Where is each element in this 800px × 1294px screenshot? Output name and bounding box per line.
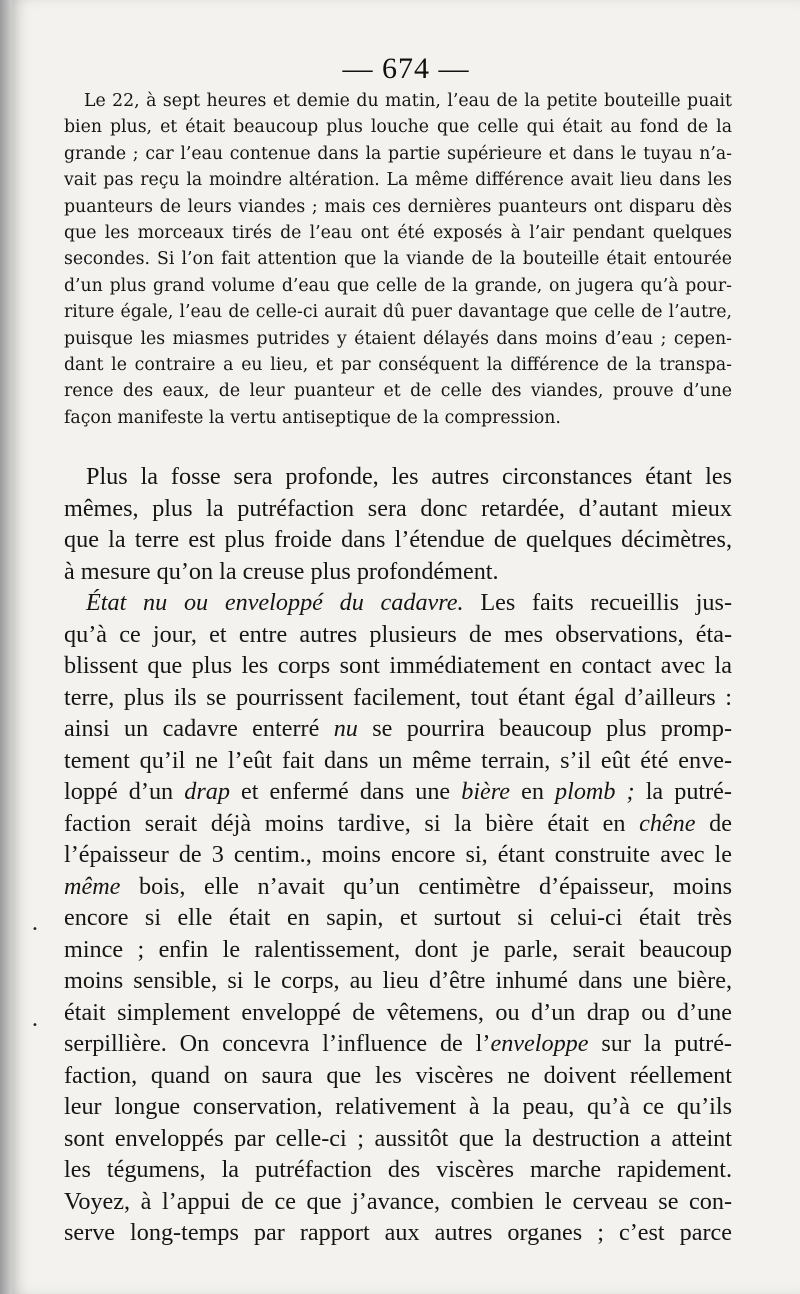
text-line: vait pas reçu la moindre altération. La même différence avait lieu dans les [64, 170, 732, 191]
text-run: serpillière. On concevra l’influence de l’ [64, 1030, 491, 1057]
text-line: que les morceaux tirés de l’eau ont été exposés à l’air pendant quelques [64, 223, 732, 244]
text-line: Voyez, à l’appui de ce que j’avance, combien le cerveau se con- [64, 1187, 732, 1215]
text-line: sont enveloppés par celle-ci ; aussitôt que la destruction a atteint [64, 1124, 732, 1152]
section-heading-italic: État nu ou enveloppé du cadavre. [86, 589, 464, 616]
text-line [64, 808, 732, 840]
text-line: puisque les miasmes putrides y étaient délayés dans moins d’eau ; cepen- [64, 328, 732, 349]
ink-speck: • [32, 1020, 38, 1031]
emphasis: enveloppe [490, 1030, 589, 1057]
paragraph-experiment [64, 88, 732, 431]
text-run: sur la putré- [588, 1030, 732, 1057]
ink-speck: • [32, 924, 38, 935]
text-line: puanteurs de leurs viandes ; mais ces dernières puanteurs ont disparu dès [64, 196, 732, 217]
text-line: faction, quand on saura que les viscères ne doivent réellement [64, 1061, 732, 1089]
text-line: mince ; enfin le ralentissement, dont je parle, serait beaucoup [64, 935, 732, 963]
emphasis: drap [184, 778, 230, 805]
text-line: mêmes, plus la putréfaction sera donc retardée, d’autant mieux [64, 494, 732, 522]
emphasis: plomb ; [555, 778, 635, 805]
text-line: Plus la fosse sera profonde, les autres circonstances étant les [86, 463, 732, 490]
text-run: de [695, 809, 732, 837]
emphasis: chêne [639, 809, 696, 837]
text-line: Le 22, à sept heures et demie du matin, l’eau de la petite bouteille puait [84, 91, 732, 111]
page-number: — 674 — [342, 52, 470, 85]
text-line [64, 1028, 732, 1060]
text-run: bois, elle n’avait qu’un centimètre d’épaisseur, moins [120, 872, 732, 900]
text-line: riture égale, l’eau de celle-ci aurait dû puer davantage que celle de l’autre, [64, 302, 732, 323]
text-line: d’un plus grand volume d’eau que celle de la grande, on jugera qu’à pour- [64, 275, 732, 296]
text-line: secondes. Si l’on fait attention que la viande de la bouteille était entourée [64, 249, 732, 270]
emphasis: même [64, 872, 121, 900]
emphasis: nu [333, 715, 358, 742]
text-line [64, 713, 732, 745]
book-page [12, 0, 800, 1294]
text-line: l’épaisseur de 3 centim., moins encore si, étant construite avec le [64, 841, 732, 868]
text-run: loppé d’un [64, 778, 185, 805]
text-line: encore si elle était en sapin, et surtout si celui-ci était très [64, 904, 732, 931]
text-line: serve long-temps par rapport aux autres organes ; c’est parce [64, 1219, 732, 1246]
text-line: dant le contraire a eu lieu, et par conséquent la différence de la transpa- [64, 355, 732, 376]
text-run: faction serait déjà moins tardive, si la bière était en [64, 809, 640, 837]
text-line: moins sensible, si le corps, au lieu d’être inhumé dans une bière, [64, 967, 732, 994]
text-line: qu’à ce jour, et entre autres plusieurs de mes observations, éta- [64, 620, 732, 648]
text-line: grande ; car l’eau contenue dans la partie supérieure et dans le tuyau n’a- [64, 143, 732, 164]
text-line [64, 776, 732, 808]
text-line [64, 587, 732, 619]
text-run: Les faits recueillis jus- [463, 589, 732, 616]
text-line: était simplement enveloppé de vêtemens, ou d’un drap ou d’une [64, 998, 732, 1026]
text-run: ainsi un cadavre enterré [64, 715, 334, 742]
paragraph-main [64, 461, 732, 1249]
text-line: façon manifeste la vertu antiseptique de la compression. [64, 407, 561, 428]
text-line: que la terre est plus froide dans l’étendue de quelques décimètres, [64, 526, 732, 553]
emphasis: bière [461, 778, 511, 805]
text-run: se pourrira beaucoup plus promp- [357, 715, 732, 742]
text-line: rence des eaux, de leur puanteur et de celle des viandes, prouve d’une [64, 381, 732, 402]
text-run: et enfermé dans une [229, 778, 462, 805]
text-line: tement qu’il ne l’eût fait dans un même terrain, s’il eût été enve- [64, 746, 732, 774]
text-run: la putré- [634, 778, 732, 805]
text-line: terre, plus ils se pourrissent facilement, tout étant égal d’ailleurs : [64, 683, 732, 711]
book-gutter [0, 0, 12, 1294]
text-run: en [510, 778, 556, 805]
text-line [64, 871, 732, 903]
text-line: bien plus, et était beaucoup plus louche que celle qui était au fond de la [64, 117, 732, 138]
text-line: leur longue conservation, relativement à la peau, qu’à ce qu’ils [64, 1093, 732, 1120]
text-line: à mesure qu’on la creuse plus profondément. [64, 557, 499, 585]
text-line: blissent que plus les corps sont immédiatement en contact avec la [64, 652, 732, 679]
text-line: les tégumens, la putréfaction des viscères marche rapidement. [64, 1156, 732, 1183]
